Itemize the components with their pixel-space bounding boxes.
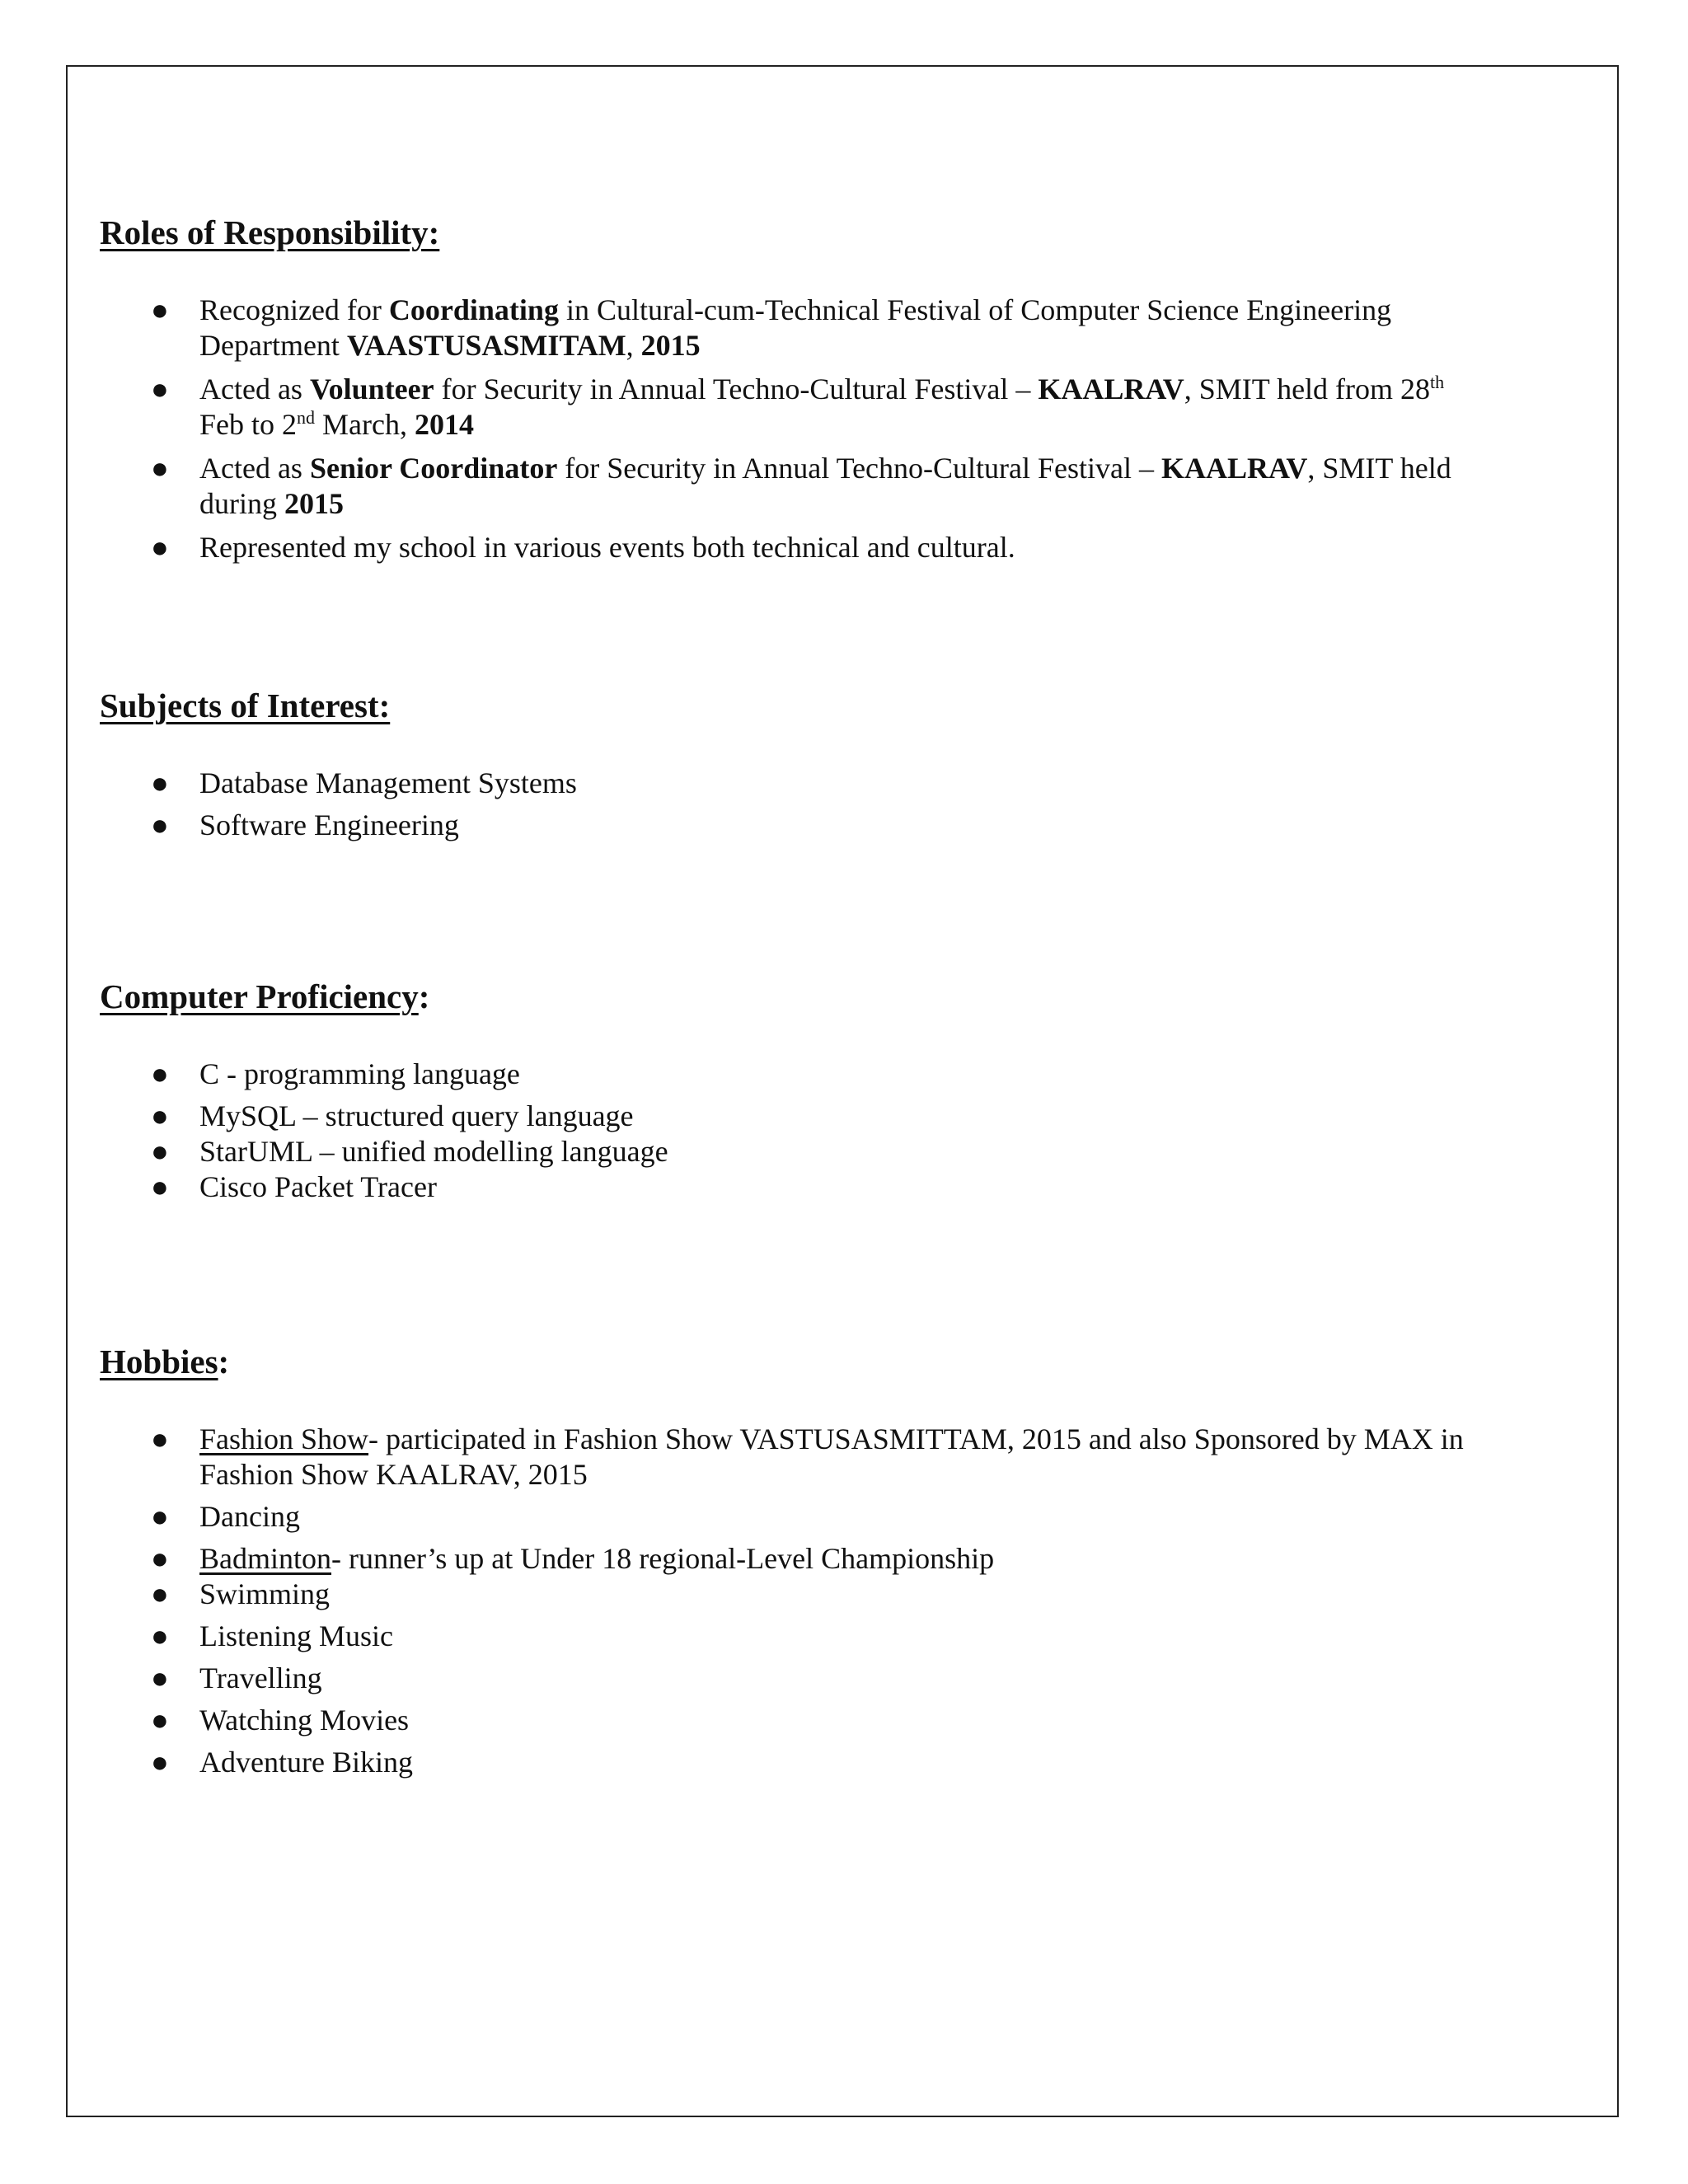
list-item: ● Swimming [151, 1577, 331, 1611]
list-item: ● Represented my school in various events both technical and cultural. [151, 531, 1015, 565]
bullet-icon: ● [151, 1170, 169, 1204]
list-item: ● Acted as Volunteer for Security in Annual Techno-Cultural Festival – KAALRAV, SMIT held from 28th Feb to 2nd March, 2014 [151, 372, 1445, 442]
list-item: ● Acted as Senior Coordinator for Security in Annual Techno-Cultural Festival – KAALRAV, SMIT held during 2015 [151, 452, 1451, 521]
list-item: ● Badminton- runner’s up at Under 18 regional-Level Championship [151, 1542, 995, 1576]
proficiency-section [100, 977, 1468, 1205]
interests-list [100, 766, 1468, 843]
list-item: ● Database Management Systems [151, 766, 577, 800]
list-item: ● Recognized for Coordinating in Cultural-cum-Technical Festival of Computer Science Engineering Department VAASTUSASMITAM, 2015 [151, 293, 1392, 363]
list-item: ● Adventure Biking [151, 1746, 413, 1779]
bullet-icon: ● [151, 1704, 169, 1737]
list-item: ● C - programming language [151, 1057, 520, 1091]
bullet-icon: ● [151, 1500, 169, 1534]
bullet-icon: ● [151, 452, 169, 485]
bullet-icon: ● [151, 1099, 169, 1133]
list-item: ● Dancing [151, 1500, 300, 1534]
hobbies-heading: Hobbies: [100, 1343, 230, 1380]
roles-list [100, 293, 1468, 565]
list-item: ● Software Engineering [151, 808, 459, 842]
bullet-icon: ● [151, 1577, 169, 1611]
list-item: ● Travelling [151, 1661, 322, 1695]
roles-section [100, 213, 1468, 565]
bullet-icon: ● [151, 766, 169, 800]
list-item: ● Fashion Show- participated in Fashion Show VASTUSASMITTAM, 2015 and also Sponsored by MAX in Fashion Show KAALRAV, 2015 [151, 1422, 1464, 1492]
bullet-icon: ● [151, 1057, 169, 1091]
hobbies-section [100, 1342, 1468, 1780]
proficiency-list [100, 1057, 1468, 1205]
bullet-icon: ● [151, 1619, 169, 1653]
bullet-icon: ● [151, 1542, 169, 1576]
interests-heading: Subjects of Interest: [100, 687, 391, 724]
list-item: ● MySQL – structured query language [151, 1099, 634, 1133]
list-item: ● StarUML – unified modelling language [151, 1135, 668, 1169]
list-item: ● Watching Movies [151, 1704, 410, 1737]
hobbies-list [100, 1422, 1468, 1780]
bullet-icon: ● [151, 1661, 169, 1695]
bullet-icon: ● [151, 1746, 169, 1779]
bullet-icon: ● [151, 531, 169, 565]
bullet-icon: ● [151, 1422, 169, 1456]
bullet-icon: ● [151, 1135, 169, 1169]
list-item: ● Listening Music [151, 1619, 393, 1653]
list-item: ● Cisco Packet Tracer [151, 1170, 437, 1204]
proficiency-heading: Computer Proficiency: [100, 977, 430, 1015]
bullet-icon: ● [151, 293, 169, 327]
bullet-icon: ● [151, 808, 169, 842]
bullet-icon: ● [151, 373, 169, 406]
interests-section [100, 686, 1468, 843]
roles-heading: Roles of Responsibility: [100, 213, 440, 251]
